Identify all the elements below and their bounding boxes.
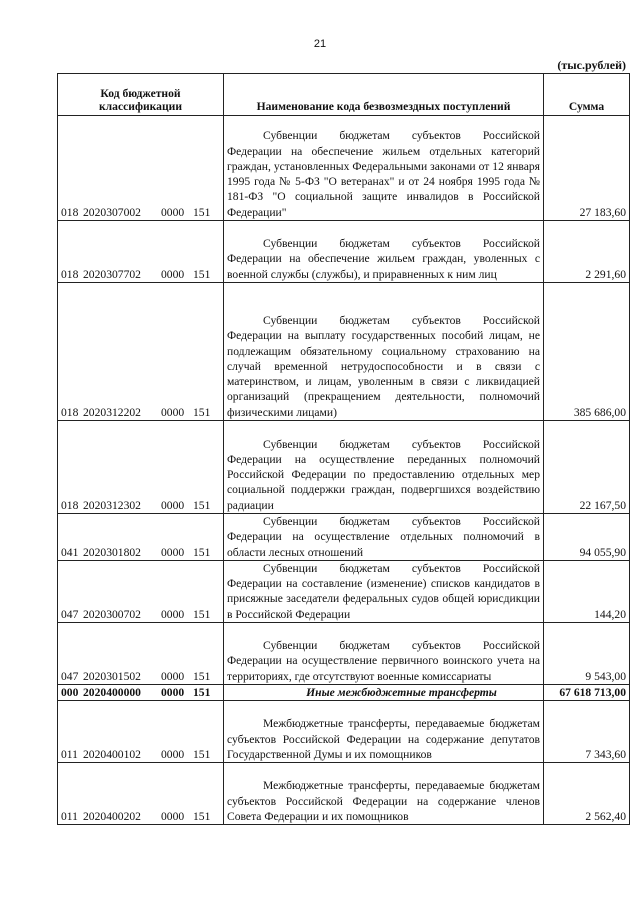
table-row-total (58, 685, 630, 701)
revenue-name-cell (224, 685, 544, 701)
budget-table (57, 73, 630, 825)
program-code: 0000 (161, 810, 185, 824)
sum-cell: 385 686,00 (544, 283, 630, 421)
program-code: 0000 (161, 748, 185, 762)
revenue-name-cell (224, 701, 544, 763)
admin-code: 011 (61, 748, 78, 762)
program-code: 0000 (161, 406, 185, 419)
program-code: 0000 (161, 268, 185, 281)
sum-cell: 22 167,50 (544, 421, 630, 514)
budget-code-cell (58, 221, 224, 283)
table-row (58, 283, 630, 421)
budget-code-cell (58, 560, 224, 622)
sum-cell: 144,20 (544, 560, 630, 622)
budget-code-cell (58, 421, 224, 514)
revenue-name: Иные межбюджетные трансферты (306, 686, 497, 700)
revenue-name-cell (224, 560, 544, 622)
econ-code: 151 (193, 268, 211, 281)
revenue-name-cell (224, 421, 544, 514)
budget-code: 2020400000 (83, 686, 141, 700)
admin-code: 047 (61, 670, 79, 684)
header-code: Код бюджетной классификации (58, 74, 224, 116)
admin-code: 041 (61, 545, 79, 559)
admin-code: 018 (61, 406, 79, 419)
budget-code: 2020307002 (83, 206, 141, 219)
revenue-name-cell (224, 283, 544, 421)
sum-cell: 2 291,60 (544, 221, 630, 283)
header-name: Наименование кода безвозмездных поступлений (224, 74, 544, 116)
budget-code: 2020400102 (83, 748, 141, 762)
revenue-name: Субвенции бюджетам субъектов Российской Федерации на осуществление отдельных полномочий в области лесных отношений (227, 515, 540, 559)
budget-code: 2020307702 (83, 268, 141, 281)
econ-code: 151 (193, 406, 211, 419)
table-header-row (58, 74, 630, 116)
revenue-name-cell (224, 514, 544, 561)
sum-cell: 94 055,90 (544, 514, 630, 561)
revenue-name-cell (224, 623, 544, 685)
econ-code: 151 (193, 608, 211, 622)
page-number: 21 (313, 38, 327, 50)
econ-code: 151 (193, 670, 211, 684)
sum-cell: 67 618 713,00 (544, 685, 630, 701)
admin-code: 047 (61, 608, 79, 622)
budget-code-cell (58, 685, 224, 701)
revenue-name: Субвенции бюджетам субъектов Российской Федерации на составление (изменение) списков кандидатов в присяжные заседатели федеральных судов общей юрисдикции в Российской Федерации (227, 561, 540, 621)
table-row (58, 221, 630, 283)
table-row (58, 421, 630, 514)
admin-code: 000 (61, 686, 79, 700)
budget-code-cell (58, 283, 224, 421)
budget-code-cell (58, 623, 224, 685)
budget-code: 2020301802 (83, 545, 141, 559)
program-code: 0000 (161, 670, 185, 684)
revenue-name: Субвенции бюджетам субъектов Российской Федерации на осуществление переданных полномочий Российской Федерации по предоставлению отдельных мер социальной поддержки граждан, подвергшихся воздействию радиации (227, 437, 540, 512)
admin-code: 018 (61, 268, 79, 281)
revenue-name: Межбюджетные трансферты, передаваемые бюджетам субъектов Российской Федерации на содержание членов Совета Федерации и их помощников (227, 779, 540, 824)
table-row (58, 560, 630, 622)
sum-cell: 7 343,60 (544, 701, 630, 763)
sum-cell: 27 183,60 (544, 116, 630, 221)
program-code: 0000 (161, 206, 185, 219)
table-row (58, 623, 630, 685)
program-code: 0000 (161, 499, 185, 512)
budget-code-cell (58, 514, 224, 561)
revenue-name: Субвенции бюджетам субъектов Российской Федерации на обеспечение жильем граждан, уволенных с военной службы (службы), и приравненных к ним лиц (227, 237, 540, 281)
budget-code-cell (58, 701, 224, 763)
revenue-name: Субвенции бюджетам субъектов Российской Федерации на осуществление первичного воинского учета на территориях, где отсутствуют военные комиссариаты (227, 639, 540, 683)
program-code: 0000 (161, 545, 185, 559)
budget-code-cell (58, 116, 224, 221)
revenue-name-cell (224, 116, 544, 221)
budget-code: 2020300702 (83, 608, 141, 622)
sum-cell: 9 543,00 (544, 623, 630, 685)
econ-code: 151 (193, 686, 211, 700)
admin-code: 018 (61, 206, 79, 219)
revenue-name: Межбюджетные трансферты, передаваемые бюджетам субъектов Российской Федерации на содержание депутатов Государственной Думы и их помощников (227, 717, 540, 762)
budget-code: 2020312202 (83, 406, 141, 419)
program-code: 0000 (161, 608, 185, 622)
budget-code: 2020312302 (83, 499, 141, 512)
table-row (58, 763, 630, 825)
econ-code: 151 (193, 545, 211, 559)
program-code: 0000 (161, 686, 185, 700)
admin-code: 018 (61, 499, 79, 512)
budget-code: 2020400202 (83, 810, 141, 824)
admin-code: 011 (61, 810, 78, 824)
table-row (58, 514, 630, 561)
revenue-name: Субвенции бюджетам субъектов Российской Федерации на выплату государственных пособий лицам, не подлежащим обязательному социальному страхованию на случай временной нетрудоспособности и в связи с материнством, и лицам, уволенным в связи с ликвидацией организаций (прекращением деятельности, полномочий физическими лицами) (227, 313, 540, 419)
revenue-name-cell (224, 763, 544, 825)
sum-cell: 2 562,40 (544, 763, 630, 825)
table-row (58, 701, 630, 763)
budget-code-cell (58, 763, 224, 825)
econ-code: 151 (193, 748, 211, 762)
econ-code: 151 (193, 810, 211, 824)
econ-code: 151 (193, 499, 211, 512)
revenue-name: Субвенции бюджетам субъектов Российской Федерации на обеспечение жильем отдельных категорий граждан, установленных Федеральными законами от 12 января 1995 года № 5-ФЗ "О ветеранах" и от 24 ноября 1995 года № 181-ФЗ "О социальной защите инвалидов в Российской Федерации" (227, 129, 540, 219)
header-sum: Сумма (544, 74, 630, 116)
table-row (58, 116, 630, 221)
revenue-name-cell (224, 221, 544, 283)
econ-code: 151 (193, 206, 211, 219)
units-label: (тыс.рублей) (557, 58, 626, 72)
budget-code: 2020301502 (83, 670, 141, 684)
